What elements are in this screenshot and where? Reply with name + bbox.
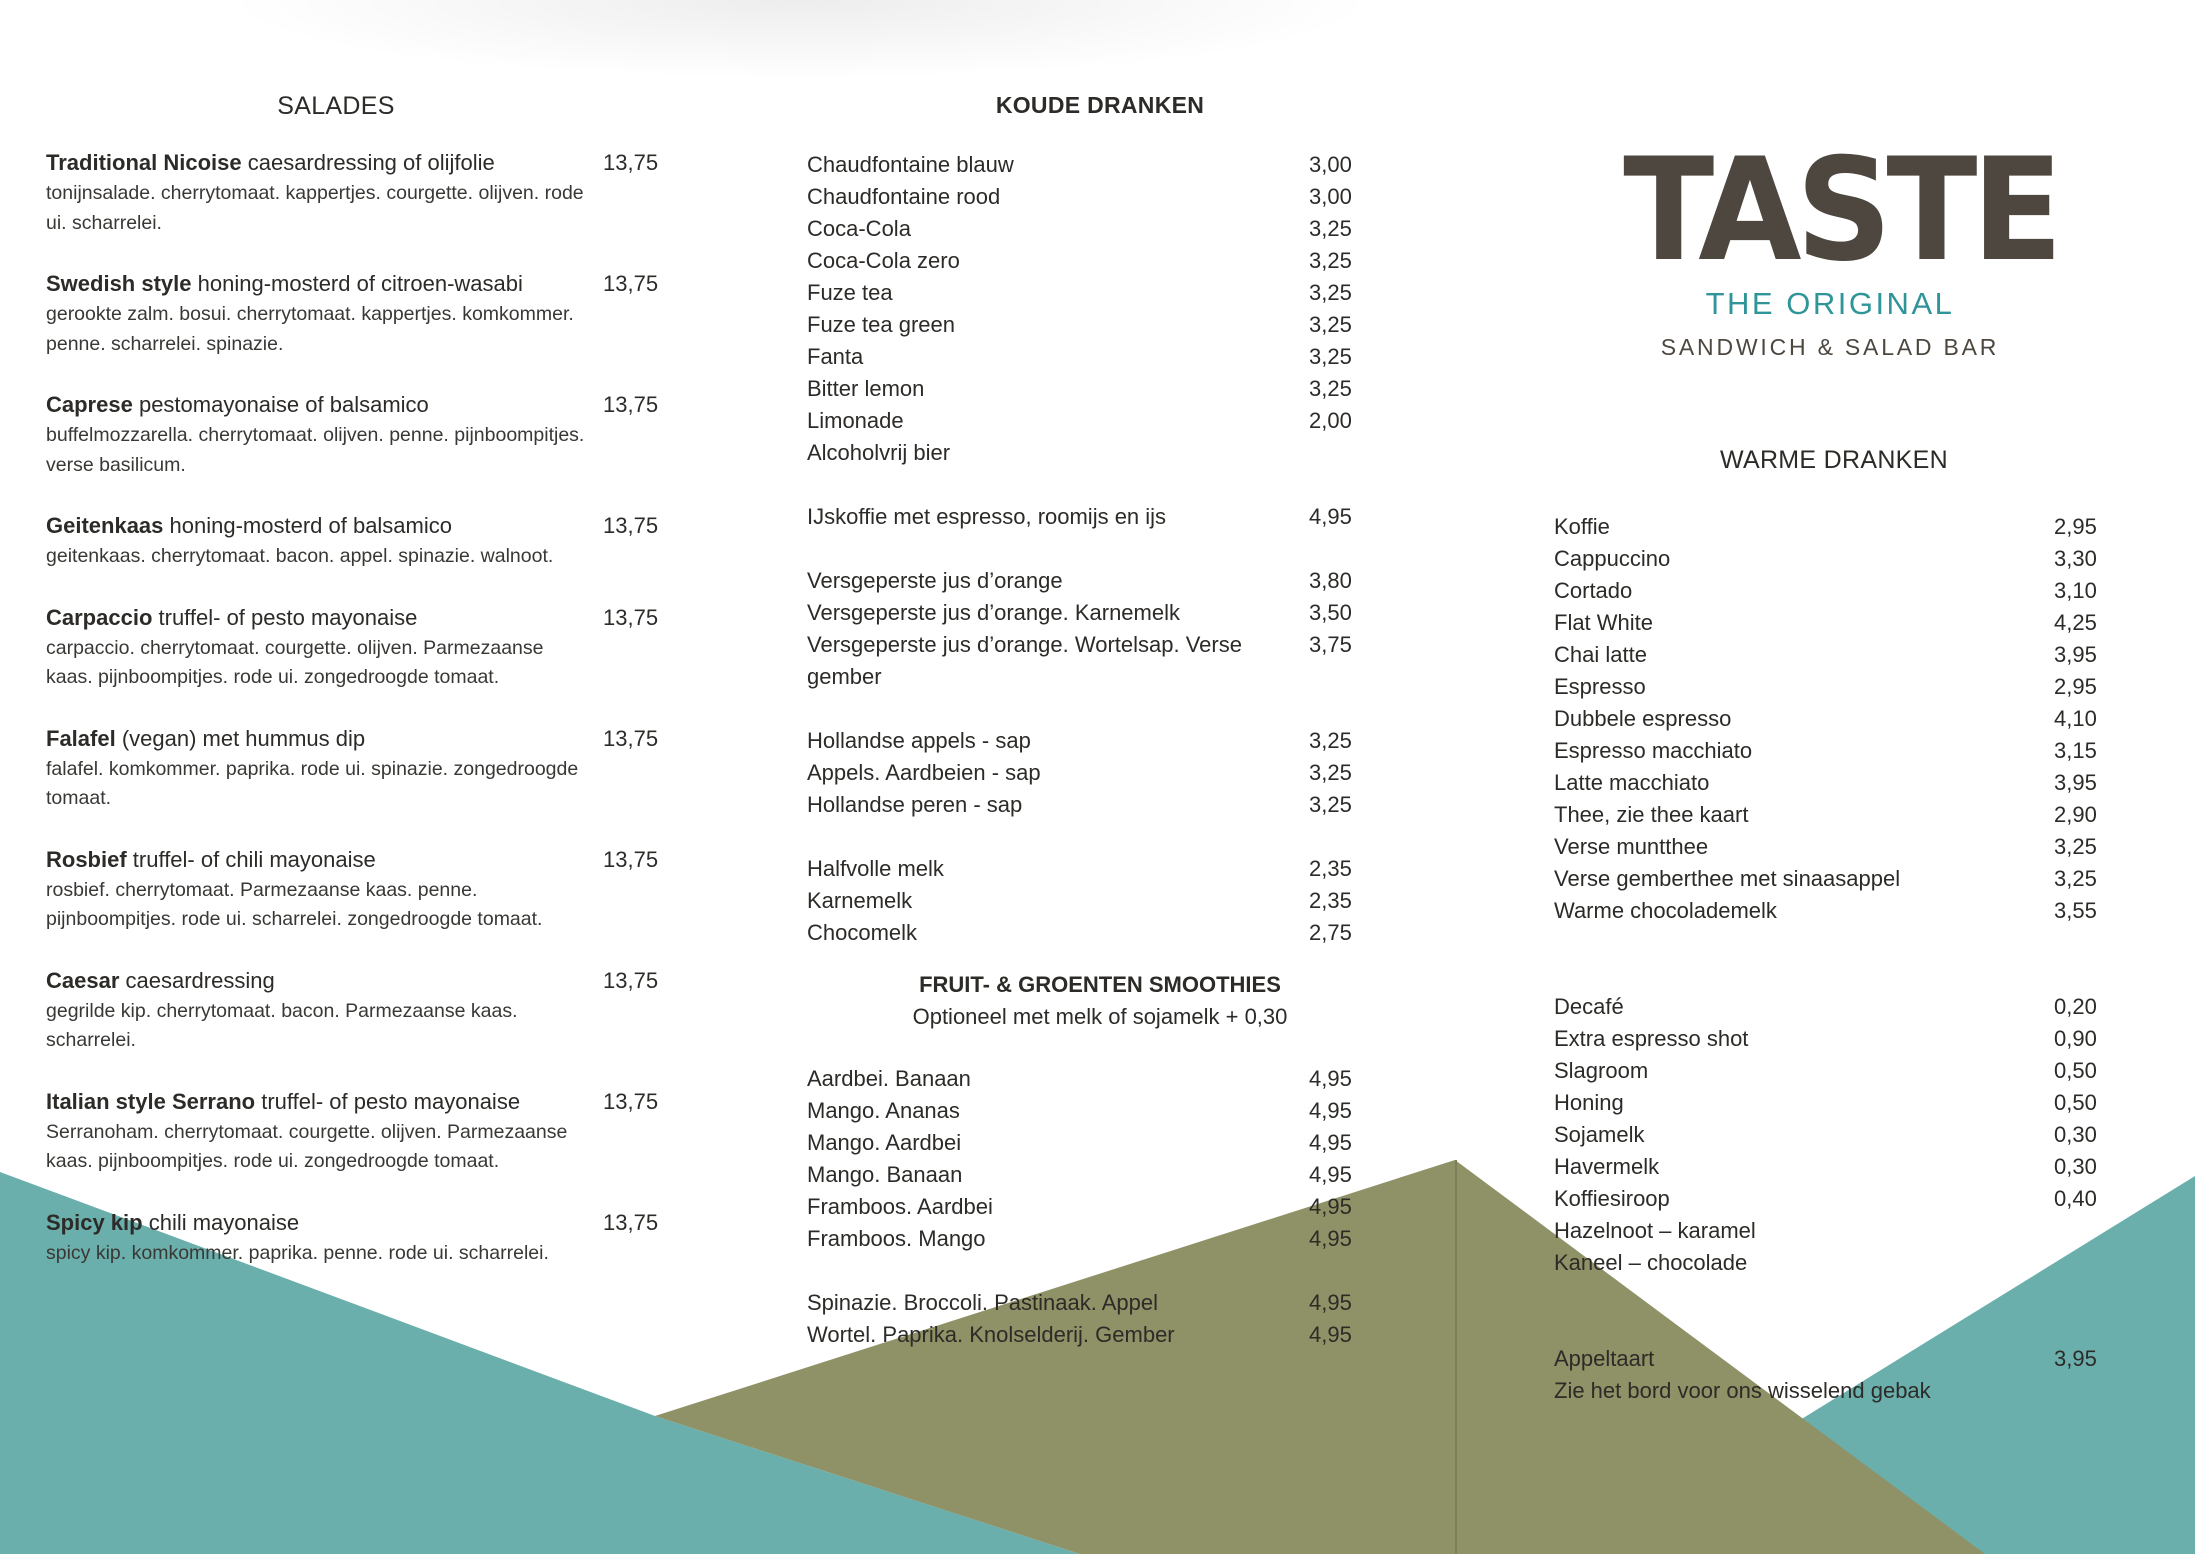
item-price: 4,95 <box>1309 1290 1352 1315</box>
salad-dressing: chili mayonaise <box>142 1209 300 1235</box>
item-name: Chaudfontaine rood <box>807 184 1001 209</box>
item-price: 3,25 <box>1309 792 1352 817</box>
menu-row <box>1554 1023 2104 1055</box>
item-price: 4,95 <box>1309 1162 1352 1187</box>
item-price: 3,95 <box>2054 642 2097 667</box>
salad-dressing: caesardressing <box>119 967 275 993</box>
item-name: Framboos. Mango <box>807 1226 986 1251</box>
item-name: Aardbei. Banaan <box>807 1066 971 1091</box>
smoothies-title: FRUIT- & GROENTEN SMOOTHIES <box>919 972 1281 997</box>
smoothies-subtitle: Optioneel met melk of sojamelk + 0,30 <box>912 1004 1288 1029</box>
item-name: Hazelnoot – karamel <box>1554 1218 1756 1243</box>
menu-row <box>1554 639 2104 671</box>
salad-dressing: truffel- of pesto mayonaise <box>152 604 418 630</box>
salad-description: tonijnsalade. cherrytomaat. kappertjes. courgette. olijven. rode ui. scharrelei. <box>46 182 584 234</box>
salad-dressing: truffel- of pesto mayonaise <box>255 1088 521 1114</box>
drink-group <box>807 565 1367 693</box>
item-name: Coca-Cola zero <box>807 248 960 273</box>
item-price: 3,25 <box>1309 376 1352 401</box>
menu-row <box>1554 1183 2104 1215</box>
salad-price: 13,75 <box>603 725 659 751</box>
salad-heading <box>46 389 586 421</box>
menu-row <box>1554 1247 2104 1279</box>
item-name: Decafé <box>1554 994 1624 1019</box>
drink-group <box>1554 1343 2104 1407</box>
salad-description: spicy kip. komkommer. paprika. penne. rode ui. scharrelei. <box>46 1241 549 1264</box>
menu-row <box>1554 1119 2104 1151</box>
salad-name: Spicy kip <box>46 1209 143 1235</box>
item-price: 2,35 <box>1309 856 1352 881</box>
item-name: Warme chocolademelk <box>1554 898 1777 923</box>
menu-row <box>807 245 1367 277</box>
salad-item <box>46 844 666 935</box>
salades-title: SALADES <box>277 92 395 120</box>
salad-description: carpaccio. cherrytomaat. courgette. olijven. Parmezaanse kaas. pijnboompitjes. rode ui. zongedroogde tomaat. <box>46 636 544 688</box>
item-price: 3,00 <box>1309 184 1352 209</box>
salad-description: gerookte zalm. bosui. cherrytomaat. kappertjes. komkommer. penne. scharrelei. spinazie. <box>46 303 574 355</box>
salad-dressing: (vegan) met hummus dip <box>115 725 366 751</box>
koude-dranken-list <box>807 149 1367 949</box>
smoothies-list <box>807 1063 1367 1351</box>
salad-heading <box>46 965 586 997</box>
salad-heading <box>46 844 586 876</box>
salad-description: geitenkaas. cherrytomaat. bacon. appel. spinazie. walnoot. <box>46 545 554 567</box>
salad-price: 13,75 <box>603 967 659 993</box>
salad-list <box>46 147 666 1268</box>
salad-dressing: honing-mosterd of citroen-wasabi <box>191 271 523 296</box>
salad-heading <box>46 602 586 634</box>
item-name: Zie het bord voor ons wisselend gebak <box>1554 1378 1931 1403</box>
item-price: 3,25 <box>1309 344 1352 369</box>
salad-item <box>46 147 666 238</box>
item-name: Hollandse peren - sap <box>807 792 1023 817</box>
menu-row <box>807 149 1367 181</box>
item-price: 0,30 <box>2054 1154 2097 1179</box>
item-price: 2,95 <box>2054 674 2097 699</box>
warme-dranken-title: WARME DRANKEN <box>1720 446 1948 474</box>
menu-row <box>807 1191 1367 1223</box>
item-price: 3,25 <box>1309 216 1352 241</box>
menu-row <box>1554 543 2104 575</box>
koude-dranken-column <box>807 92 1367 1351</box>
logo-wordmark: TASTE <box>1623 128 2058 293</box>
menu-row <box>1554 991 2104 1023</box>
item-price: 2,35 <box>1309 888 1352 913</box>
item-price: 3,15 <box>2054 738 2097 763</box>
menu-row <box>807 1287 1367 1319</box>
salad-heading <box>46 1086 586 1118</box>
item-price: 4,95 <box>1309 1066 1352 1091</box>
salad-heading <box>46 147 586 179</box>
item-price: 0,30 <box>2054 1122 2097 1147</box>
salad-heading <box>46 510 586 542</box>
menu-row <box>1554 799 2104 831</box>
menu-row <box>807 629 1367 693</box>
menu-row <box>807 885 1367 917</box>
item-price: 4,95 <box>1309 1194 1352 1219</box>
item-name: Verse muntthee <box>1554 834 1709 859</box>
item-name: Wortel. Paprika. Knolselderij. Gember <box>807 1322 1175 1347</box>
item-name: Coca-Cola <box>807 216 911 241</box>
salad-dressing: honing-mosterd of balsamico <box>163 513 452 538</box>
item-name: Sojamelk <box>1554 1122 1645 1147</box>
salad-item <box>46 268 666 359</box>
item-price: 0,40 <box>2054 1186 2097 1211</box>
item-name: Koffiesiroop <box>1554 1186 1670 1211</box>
salad-item <box>46 510 666 572</box>
item-name: Koffie <box>1554 514 1610 539</box>
salad-name: Caesar <box>46 967 120 993</box>
menu-row <box>1554 607 2104 639</box>
item-price: 2,90 <box>2054 802 2097 827</box>
salad-price: 13,75 <box>603 150 659 175</box>
item-price: 4,25 <box>2054 610 2097 635</box>
menu-row <box>1554 863 2104 895</box>
item-price: 0,50 <box>2054 1058 2097 1083</box>
salad-price: 13,75 <box>603 604 659 630</box>
item-name: Fanta <box>807 344 864 369</box>
item-name: Mango. Banaan <box>807 1162 963 1187</box>
item-name: Versgeperste jus d’orange. Karnemelk <box>807 600 1180 625</box>
menu-row <box>1554 767 2104 799</box>
menu-row <box>807 1095 1367 1127</box>
warme-dranken-list <box>1554 511 2104 1407</box>
item-name: Espresso <box>1554 674 1646 699</box>
salad-price: 13,75 <box>603 392 659 417</box>
menu-row <box>807 213 1367 245</box>
item-name: Kaneel – chocolade <box>1554 1250 1748 1275</box>
item-name: Verse gemberthee met sinaasappel <box>1554 866 1901 891</box>
salad-name: Rosbief <box>46 846 127 872</box>
salad-description: buffelmozzarella. cherrytomaat. olijven. penne. pijnboompitjes. verse basilicum. <box>46 424 585 476</box>
drink-group <box>807 725 1367 821</box>
menu-row <box>1554 831 2104 863</box>
item-name: Fuze tea <box>807 280 893 305</box>
item-name: Mango. Ananas <box>807 1098 960 1123</box>
menu-row <box>807 501 1367 533</box>
item-price: 3,55 <box>2054 898 2097 923</box>
salad-name: Traditional Nicoise <box>46 150 242 175</box>
item-price: 4,95 <box>1309 1322 1352 1347</box>
menu-row <box>807 1127 1367 1159</box>
item-price: 3,00 <box>1309 152 1352 177</box>
item-price: 4,95 <box>1309 1130 1352 1155</box>
item-price: 2,75 <box>1309 920 1352 945</box>
item-name: Latte macchiato <box>1554 770 1710 795</box>
salad-dressing: truffel- of chili mayonaise <box>126 846 376 872</box>
item-name: Spinazie. Broccoli. Pastinaak. Appel <box>807 1290 1158 1315</box>
item-price: 3,25 <box>1309 312 1352 337</box>
item-price: 3,25 <box>1309 728 1352 753</box>
menu-row <box>1554 703 2104 735</box>
salades-column <box>46 92 666 1298</box>
item-name: Havermelk <box>1554 1154 1660 1179</box>
logo-subtitle: SANDWICH & SALAD BAR <box>1660 334 2000 360</box>
salad-name: Geitenkaas <box>46 513 164 538</box>
menu-row <box>1554 671 2104 703</box>
item-name: Bitter lemon <box>807 376 925 401</box>
salad-name: Caprese <box>46 392 133 417</box>
salad-dressing: caesardressing of olijfolie <box>241 150 495 175</box>
koude-dranken-title: KOUDE DRANKEN <box>995 92 1205 118</box>
menu-row <box>807 341 1367 373</box>
menu-row <box>807 1159 1367 1191</box>
salad-price: 13,75 <box>603 846 659 872</box>
salad-dressing: pestomayonaise of balsamico <box>132 392 429 417</box>
item-name: Espresso macchiato <box>1554 738 1753 763</box>
item-name: Chocomelk <box>807 920 918 945</box>
item-name: Chaudfontaine blauw <box>807 152 1014 177</box>
salad-price: 13,75 <box>603 513 659 538</box>
item-price: 4,95 <box>1309 504 1352 529</box>
item-name: Versgeperste jus d’orange <box>807 568 1063 593</box>
item-price: 3,25 <box>1309 760 1352 785</box>
menu-row <box>807 725 1367 757</box>
item-name: Hollandse appels - sap <box>807 728 1031 753</box>
item-price: 4,95 <box>1309 1098 1352 1123</box>
item-price: 3,10 <box>2054 578 2097 603</box>
menu-row <box>807 853 1367 885</box>
salad-description: falafel. komkommer. paprika. rode ui. spinazie. zongedroogde tomaat. <box>46 757 579 809</box>
item-name: Thee, zie thee kaart <box>1554 802 1749 827</box>
salad-description: Serranoham. cherrytomaat. courgette. olijven. Parmezaanse kaas. pijnboompitjes. rode ui. zongedroogde tomaat. <box>46 1120 568 1172</box>
drink-group <box>807 501 1367 533</box>
menu-row <box>807 373 1367 405</box>
item-name: Appeltaart <box>1554 1346 1655 1371</box>
menu-row <box>807 597 1367 629</box>
salad-description: rosbief. cherrytomaat. Parmezaanse kaas. penne. pijnboompitjes. rode ui. scharrelei. zongedroogde tomaat. <box>46 878 543 930</box>
item-price: 3,75 <box>1309 632 1352 657</box>
item-price: 4,95 <box>1309 1226 1352 1251</box>
item-price: 0,90 <box>2054 1026 2097 1051</box>
menu-row <box>807 405 1367 437</box>
item-price: 2,95 <box>2054 514 2097 539</box>
menu-row <box>807 1223 1367 1255</box>
menu-row <box>1554 1087 2104 1119</box>
salad-heading <box>46 723 586 755</box>
drink-group <box>807 149 1367 469</box>
item-price: 4,10 <box>2054 706 2097 731</box>
item-name: Honing <box>1554 1090 1624 1115</box>
item-price: 3,95 <box>2054 770 2097 795</box>
menu-row <box>807 1319 1367 1351</box>
smoothies-section <box>807 969 1393 1351</box>
menu-row <box>1554 1055 2104 1087</box>
salad-description: gegrilde kip. cherrytomaat. bacon. Parmezaanse kaas. scharrelei. <box>46 999 518 1051</box>
item-name: Karnemelk <box>807 888 913 913</box>
drink-group <box>807 853 1367 949</box>
salad-price: 13,75 <box>603 271 659 296</box>
item-price: 3,25 <box>2054 834 2097 859</box>
menu-row <box>807 917 1367 949</box>
salad-item <box>46 1207 666 1269</box>
drink-group <box>807 1287 1367 1351</box>
item-name: Versgeperste jus d’orange. Wortelsap. Verse gember <box>807 632 1242 689</box>
drink-group <box>1554 511 2104 927</box>
salad-name: Carpaccio <box>46 604 153 630</box>
item-name: Cappuccino <box>1554 546 1671 571</box>
menu-row <box>807 309 1367 341</box>
salad-item <box>46 965 666 1056</box>
item-name: Extra espresso shot <box>1554 1026 1749 1051</box>
drink-group <box>807 1063 1367 1255</box>
salad-name: Swedish style <box>46 271 192 296</box>
item-name: Slagroom <box>1554 1058 1649 1083</box>
item-price: 3,25 <box>1309 280 1352 305</box>
salad-item <box>46 1086 666 1177</box>
item-name: Fuze tea green <box>807 312 955 337</box>
salad-name: Falafel <box>46 725 116 751</box>
salad-price: 13,75 <box>603 1209 659 1235</box>
item-price: 2,00 <box>1309 408 1352 433</box>
menu-row <box>1554 575 2104 607</box>
menu-row <box>807 789 1367 821</box>
item-name: Limonade <box>807 408 904 433</box>
menu-row <box>807 181 1367 213</box>
item-price: 3,80 <box>1309 568 1352 593</box>
menu-row <box>1554 1215 2104 1247</box>
menu-row <box>1554 1375 2104 1407</box>
item-name: Dubbele espresso <box>1554 706 1732 731</box>
menu-row <box>1554 1151 2104 1183</box>
menu-row <box>1554 895 2104 927</box>
salad-name: Italian style Serrano <box>46 1088 256 1114</box>
salad-item <box>46 723 666 814</box>
menu-row <box>807 565 1367 597</box>
taste-logo <box>1610 128 2058 361</box>
item-price: 3,95 <box>2054 1346 2097 1371</box>
item-name: Appels. Aardbeien - sap <box>807 760 1041 785</box>
warme-dranken-column <box>1554 446 2104 1407</box>
menu-row <box>1554 735 2104 767</box>
menu-row <box>807 277 1367 309</box>
salad-heading <box>46 268 586 300</box>
item-price: 3,25 <box>1309 248 1352 273</box>
item-name: Chai latte <box>1554 642 1647 667</box>
item-name: Halfvolle melk <box>807 856 944 881</box>
item-price: 0,20 <box>2054 994 2097 1019</box>
drink-group <box>1554 991 2104 1279</box>
item-price: 3,30 <box>2054 546 2097 571</box>
salad-heading <box>46 1207 586 1239</box>
menu-row <box>807 757 1367 789</box>
item-price: 3,25 <box>2054 866 2097 891</box>
item-price: 3,50 <box>1309 600 1352 625</box>
salad-price: 13,75 <box>603 1088 659 1114</box>
logo-tagline: THE ORIGINAL <box>1705 286 1955 321</box>
menu-row <box>807 1063 1367 1095</box>
menu-row <box>1554 1343 2104 1375</box>
menu-row <box>1554 511 2104 543</box>
item-name: Mango. Aardbei <box>807 1130 962 1155</box>
salad-item <box>46 389 666 480</box>
item-name: IJskoffie met espresso, roomijs en ijs <box>807 504 1167 529</box>
item-name: Flat White <box>1554 610 1654 635</box>
item-name: Alcoholvrij bier <box>807 440 951 465</box>
salad-item <box>46 602 666 693</box>
item-name: Framboos. Aardbei <box>807 1194 993 1219</box>
item-price: 0,50 <box>2054 1090 2097 1115</box>
menu-row <box>807 437 1367 469</box>
item-name: Cortado <box>1554 578 1633 603</box>
